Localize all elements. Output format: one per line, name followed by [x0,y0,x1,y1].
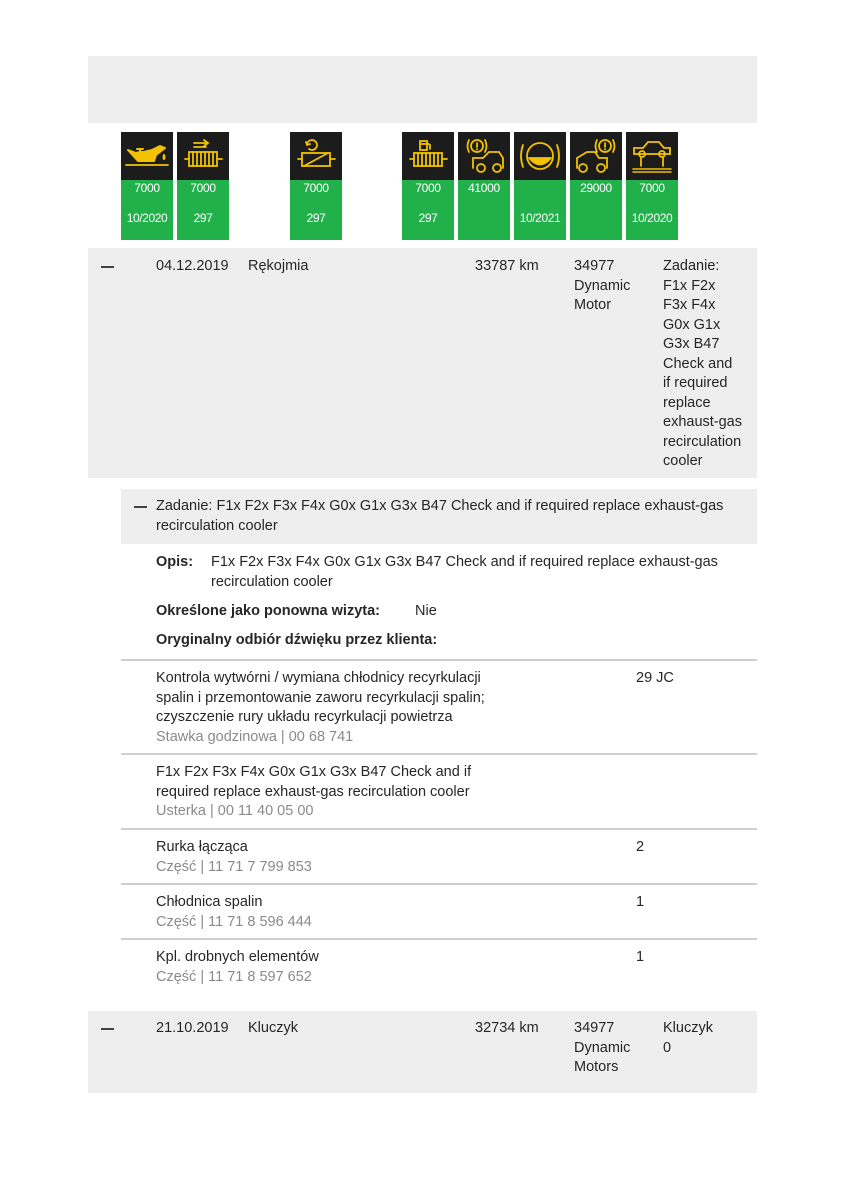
entry-type: Kluczyk [248,1020,298,1036]
entry-dealer: 34977 Dynamic Motor [574,258,631,313]
vehicle-check-icon [626,132,678,180]
service-tile-date: 10/2021 [519,211,561,225]
front-brake-icon [458,132,510,180]
service-tile-oil [121,132,173,240]
service-tile-date: 10/2020 [126,211,168,225]
entry-mileage: 33787 km [475,258,539,274]
service-tile-date: 297 [418,211,438,225]
item-description: Kontrola wytwórni / wymiana chłodnicy recyrkulacji spalin i przemontowanie zaworu recyrkulacji spalin; czyszczenie rury układu recyrkulacji powietrza Stawka godzinowa | 00 68 741 [156,670,485,745]
entry-date: 04.12.2019 [156,258,229,274]
rear-brake-icon [570,132,622,180]
service-tile-value: 7000 [190,181,216,195]
item-description: F1x F2x F3x F4x G0x G1x G3x B47 Check and if required replace exhaust-gas recirculation cooler Usterka | 00 11 40 05 00 [156,764,472,819]
item-description: Chłodnica spalin Część | 11 71 8 596 444 [156,894,312,930]
service-tile-date: 297 [193,211,213,225]
collapse-icon[interactable] [101,266,114,268]
history-entry[interactable] [88,248,757,478]
service-tile-vehicle-check [626,132,678,240]
header-band [88,56,757,123]
item-quantity: 29 JC [636,670,674,686]
item-description: Rurka łącząca Część | 11 71 7 799 853 [156,839,312,875]
collapse-icon[interactable] [101,1028,114,1030]
collapse-icon[interactable] [134,506,147,508]
service-tile-fuel-filter [402,132,454,240]
customer-sound-label: Oryginalny odbiór dźwięku przez klienta: [156,632,438,648]
entry-mileage: 32734 km [475,1020,539,1036]
service-tile-date: 297 [306,211,326,225]
service-tile-front-brakes [458,132,510,240]
divider [121,828,757,830]
divider [121,659,757,661]
entry-type: Rękojmia [248,258,309,274]
service-tile-value: 7000 [134,181,160,195]
entry-job: Kluczyk 0 [663,1020,713,1056]
item-quantity: 1 [636,949,645,965]
brake-fluid-icon [514,132,566,180]
task-heading: Zadanie: F1x F2x F3x F4x G0x G1x G3x B47 Check and if required replace exhaust-gas recirculation cooler [156,498,724,534]
revisit-value: Nie [415,603,437,619]
oil-can-icon [121,132,173,180]
entry-job: Zadanie: F1x F2x F3x F4x G0x G1x G3x B47 Check and if required replace exhaust-gas recirculation cooler [663,258,742,469]
service-tile-date: 10/2020 [631,211,673,225]
description-text: F1x F2x F3x F4x G0x G1x G3x B47 Check and if required replace exhaust-gas recirculation cooler [211,554,718,590]
divider [121,938,757,940]
entry-date: 21.10.2019 [156,1020,229,1036]
service-tile-value: 7000 [303,181,329,195]
service-tile-air-filter [177,132,229,240]
fuel-filter-icon [402,132,454,180]
divider [121,883,757,885]
cabin-filter-icon [290,132,342,180]
service-tile-value: 41000 [468,181,500,195]
item-description: Kpl. drobnych elementów Część | 11 71 8 597 652 [156,949,319,985]
service-tile-value: 7000 [415,181,441,195]
service-tile-rear-brakes [570,132,622,240]
service-tile-cabin-filter [290,132,342,240]
divider [121,753,757,755]
air-filter-icon [177,132,229,180]
item-quantity: 1 [636,894,645,910]
entry-dealer: 34977 Dynamic Motors [574,1020,631,1075]
service-tile-value: 7000 [639,181,665,195]
service-tile-value: 29000 [580,181,612,195]
service-tile-brake-fluid [514,132,566,240]
description-label: Opis: [156,554,194,570]
revisit-label: Określone jako ponowna wizyta: [156,603,380,619]
item-quantity: 2 [636,839,645,855]
